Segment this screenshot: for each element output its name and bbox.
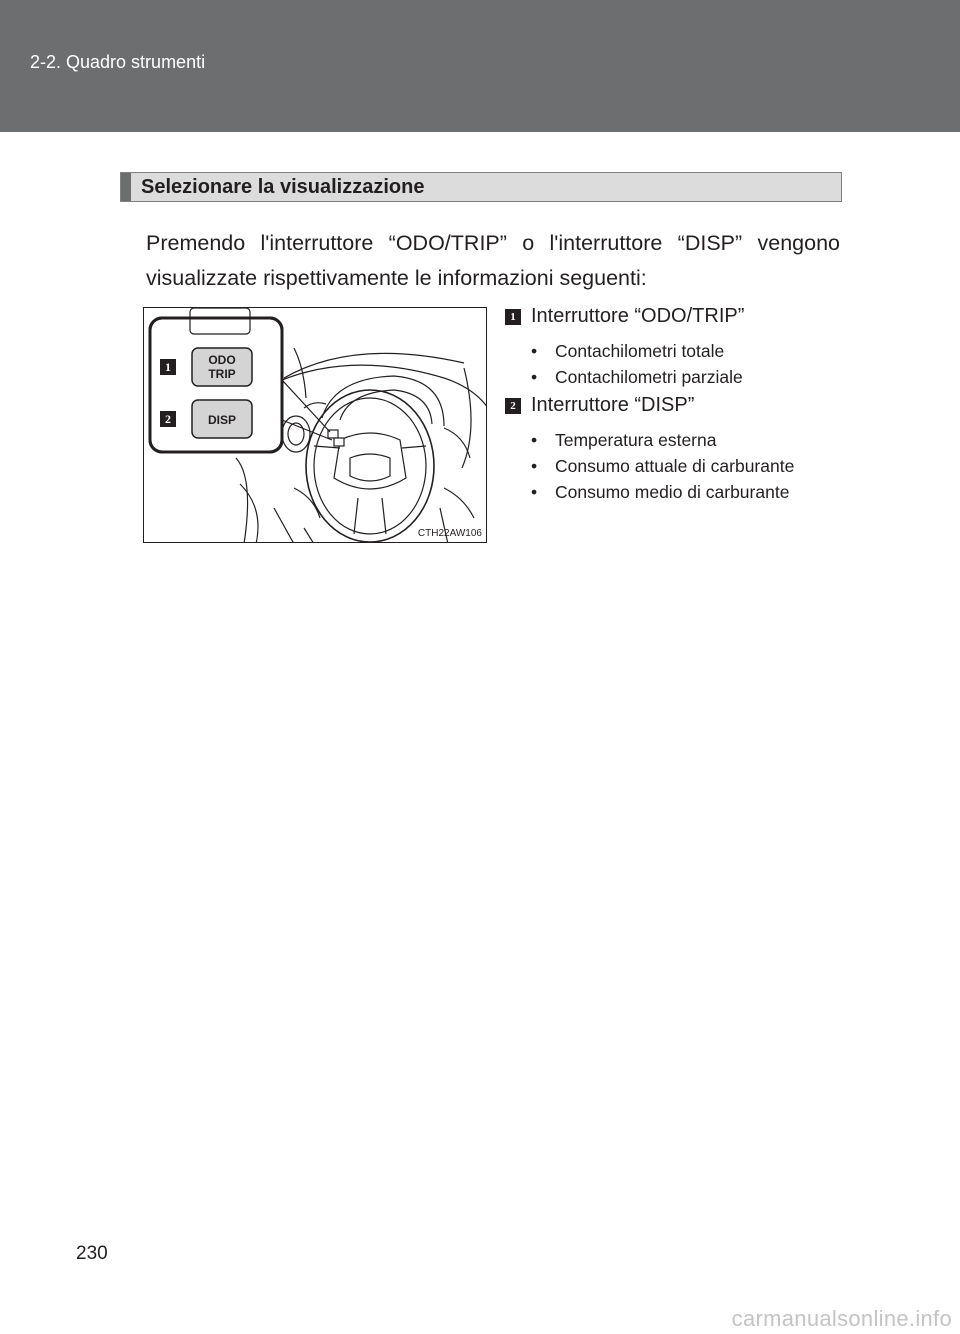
list-item: • Consumo medio di carburante	[529, 479, 855, 505]
callout-odo-trip	[505, 305, 855, 328]
callout-list	[505, 305, 855, 509]
trip-label: TRIP	[208, 367, 236, 381]
list-item: • Contachilometri totale	[529, 338, 855, 364]
disp-items	[529, 427, 855, 505]
odo-trip-items	[529, 338, 855, 390]
list-item: • Temperatura esterna	[529, 427, 855, 453]
watermark: carmanualsonline.info	[731, 1306, 952, 1331]
figure-badge-1-text: 1	[165, 360, 171, 374]
steering-wheel-rim	[306, 390, 434, 542]
heading-text: Selezionare la visualizzazione	[141, 176, 425, 198]
disp-switch-marker	[334, 438, 344, 446]
callout-title-1: Interruttore “ODO/TRIP”	[531, 305, 745, 327]
steering-wheel-illustration	[143, 307, 487, 543]
page-number: 230	[76, 1243, 108, 1264]
callout-title-2: Interruttore “DISP”	[531, 394, 695, 416]
callout-badge-1: 1	[505, 309, 521, 325]
section-title: 2-2. Quadro strumenti	[30, 52, 206, 72]
page-header	[0, 0, 960, 132]
callout-badge-2: 2	[505, 398, 521, 414]
callout-disp	[505, 394, 855, 417]
intro-paragraph: Premendo l'interruttore “ODO/TRIP” o l'interruttore “DISP” vengono visualizzate rispettivamente le informazioni seguenti:	[146, 231, 840, 290]
dashboard-drawing	[144, 308, 487, 543]
list-item: • Consumo attuale di carburante	[529, 453, 855, 479]
figure-code: CTH22AW106	[417, 528, 482, 539]
list-item: • Contachilometri parziale	[529, 364, 855, 390]
section-heading	[120, 172, 842, 202]
disp-label: DISP	[207, 413, 237, 427]
figure-badge-2-text: 2	[165, 412, 171, 426]
heading-accent	[121, 173, 131, 201]
odo-label: ODO	[208, 353, 236, 367]
